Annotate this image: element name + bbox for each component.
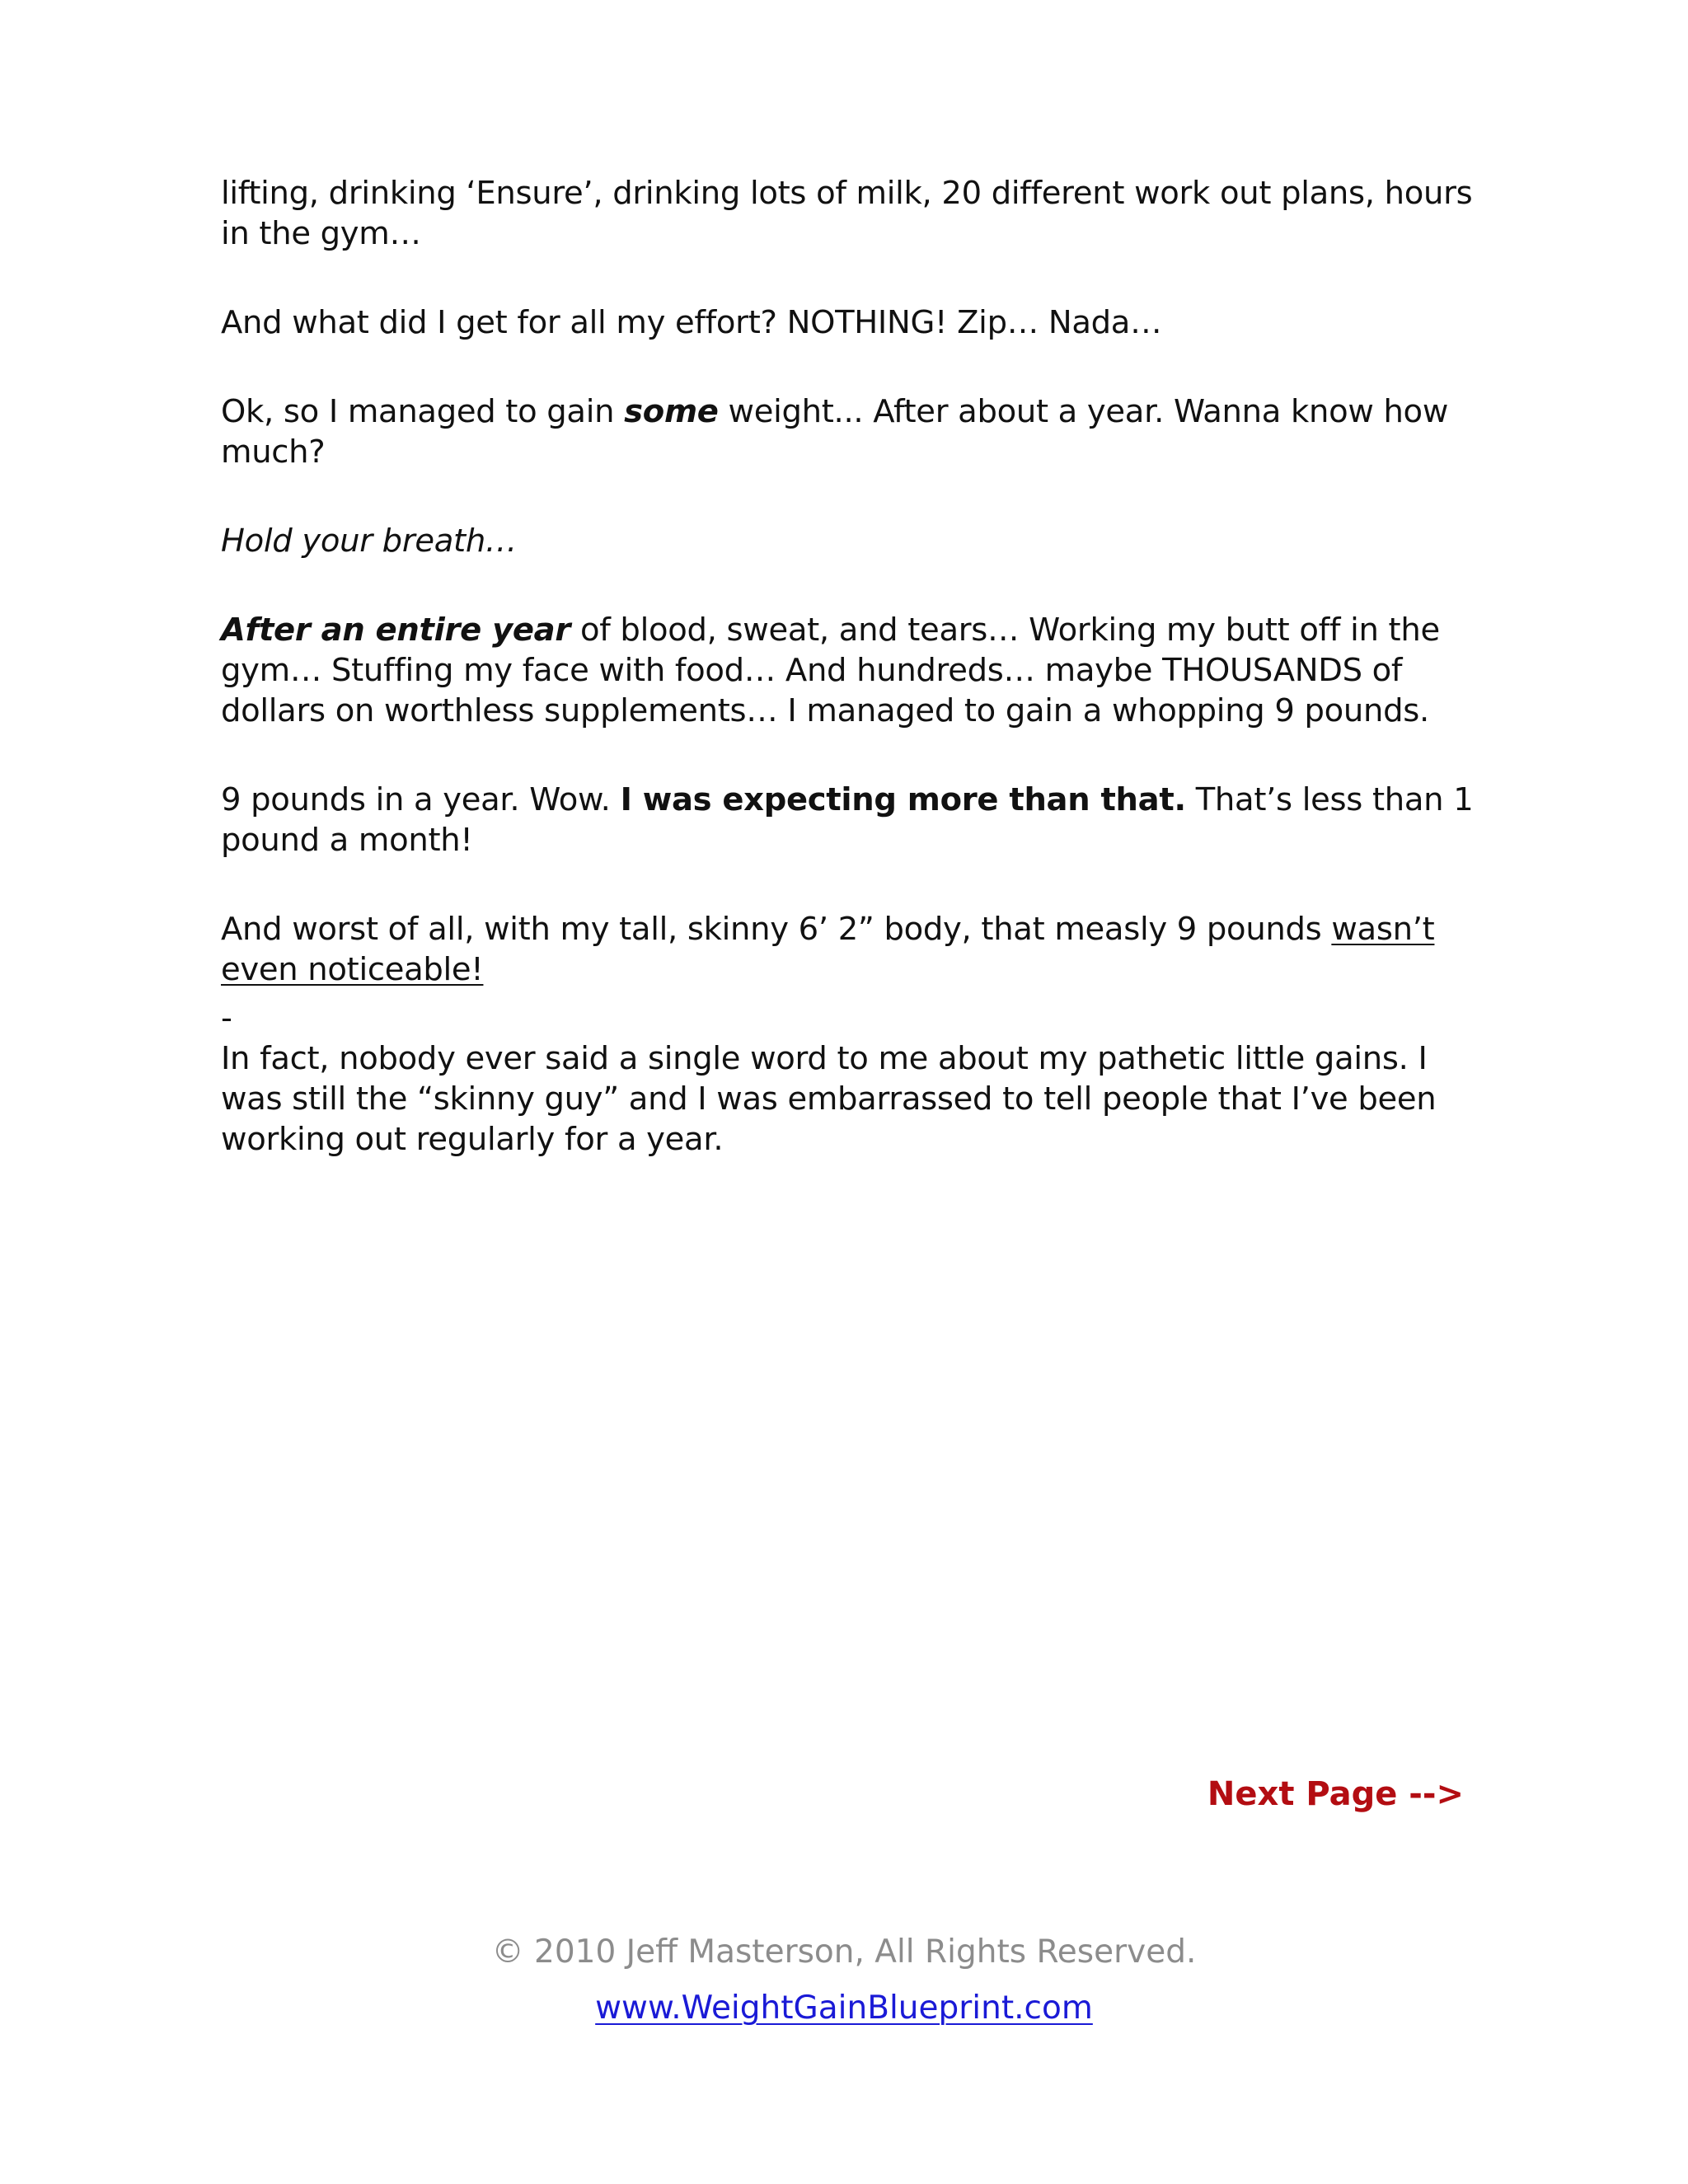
emphasis-expecting-more: I was expecting more than that.: [620, 781, 1186, 818]
copyright-notice: © 2010 Jeff Masterson, All Rights Reserved.: [491, 1933, 1197, 1971]
paragraph-hold-breath: Hold your breath…: [221, 523, 518, 560]
document-body: [221, 173, 1474, 1208]
underlined-not-noticeable: wasn’t even noticeable!: [221, 911, 1435, 988]
emphasis-entire-year: After an entire year: [221, 612, 571, 649]
paragraph-nothing: And what did I get for all my effort? NOTHING! Zip… Nada…: [221, 304, 1162, 341]
paragraph-in-fact: In fact, nobody ever said a single word to me about my pathetic little gains. I was still the “skinny guy” and I was embarrassed to tell people that I’ve been working out regularly for a year.: [221, 1040, 1437, 1158]
text-segment: And worst of all, with my tall, skinny 6’ 2” body, that measly 9 pounds: [221, 911, 1332, 948]
next-page-link[interactable]: Next Page -->: [1207, 1775, 1464, 1813]
paragraph-entire-year: [221, 610, 1474, 731]
paragraph-nine-pounds: [221, 780, 1474, 860]
text-segment: weight... After about a year. Wanna know how much?: [221, 393, 1449, 471]
text-segment: of blood, sweat, and tears… Working my butt off in the gym… Stuffing my face with food… And hundreds… maybe THOUSANDS of dollars on worthless supplements… I managed to gain a whopping 9 pounds.: [221, 612, 1440, 729]
stray-dash: -: [221, 1000, 232, 1037]
paragraph-gym-efforts: lifting, drinking ‘Ensure’, drinking lots of milk, 20 different work out plans, hours in the gym…: [221, 175, 1473, 252]
emphasis-some: some: [624, 393, 719, 430]
website-link[interactable]: www.WeightGainBlueprint.com: [595, 1990, 1093, 2027]
text-segment: That’s less than 1 pound a month!: [221, 781, 1474, 859]
website-link-container: [0, 1990, 1688, 2027]
paragraph-worst-of-all: [221, 909, 1474, 990]
text-segment: Ok, so I managed to gain: [221, 393, 625, 430]
text-segment: 9 pounds in a year. Wow.: [221, 781, 621, 818]
paragraph-gain-some: [221, 391, 1474, 472]
